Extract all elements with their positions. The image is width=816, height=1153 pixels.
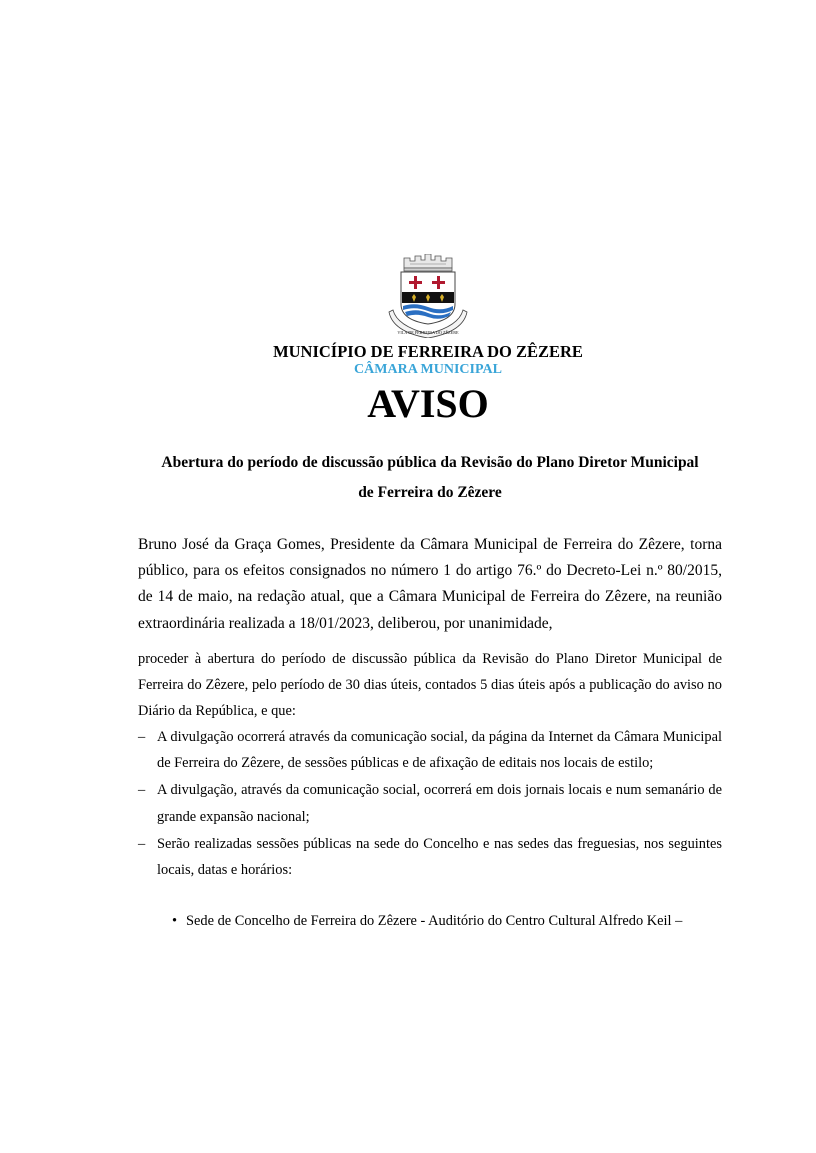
bullet-list-item (168, 908, 722, 934)
notice-subject (138, 448, 722, 508)
bullet-icon: • (172, 913, 178, 929)
list-item-text: A divulgação, através da comunicação social, ocorrerá em dois jornais locais e num semanário de grande expansão nacional; (157, 782, 722, 825)
municipal-crest-logo (385, 254, 471, 338)
body-paragraph-2: proceder à abertura do período de discussão pública da Revisão do Plano Diretor Municipal de Ferreira do Zêzere, pelo período de 30 dias úteis, contados 5 dias úteis após a publicação do aviso no Diário da República, e que: (138, 651, 722, 720)
bullet-item-text: Sede de Concelho de Ferreira do Zêzere - Auditório do Centro Cultural Alfredo Keil – (186, 913, 683, 929)
dash-list (138, 724, 722, 884)
municipality-title: MUNICÍPIO DE FERREIRA DO ZÊZERE (273, 342, 583, 361)
list-item-text: Serão realizadas sessões públicas na sede do Concelho e nas sedes das freguesias, nos seguintes locais, datas e horários: (157, 835, 722, 879)
dash-marker: – (138, 729, 146, 745)
list-item-text: A divulgação ocorrerá através da comunicação social, da página da Internet da Câmara Municipal de Ferreira do Zêzere, de sessões públicas e de afixação de editais nos locais de estilo; (157, 729, 722, 772)
mural-crown-icon (404, 254, 452, 271)
subject-line-2: de Ferreira do Zêzere (358, 484, 502, 501)
crest-motto: VILA DE FERREIRA DO ZÊZERE (397, 330, 459, 335)
notice-title: AVISO (367, 381, 489, 426)
dash-marker: – (138, 782, 146, 799)
body-paragraph-1: Bruno José da Graça Gomes, Presidente da Câmara Municipal de Ferreira do Zêzere, torna público, para os efeitos consignados no número 1 do artigo 76.º do Decreto-Lei n.º 80/2015, de 14 de maio, na redação atual, que a Câmara Municipal de Ferreira do Zêzere, na reunião extraordinária realizada a 18/01/2023, deliberou, por unanimidade, (138, 536, 722, 632)
list-item (138, 724, 722, 776)
chamber-subtitle: CÂMARA MUNICIPAL (354, 362, 502, 377)
dash-marker: – (138, 835, 146, 852)
subject-line-1: Abertura do período de discussão pública da Revisão do Plano Diretor Municipal (161, 454, 699, 471)
list-item (138, 777, 722, 829)
list-item (138, 831, 722, 883)
